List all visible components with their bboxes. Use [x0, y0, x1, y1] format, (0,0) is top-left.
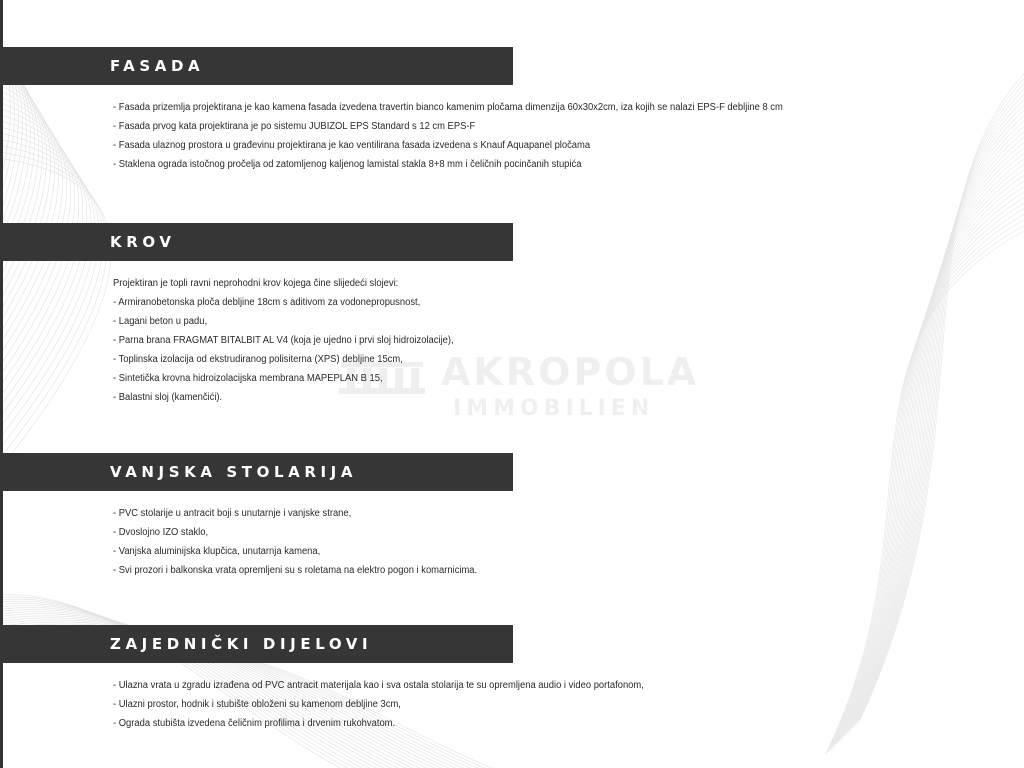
wave-line — [848, 100, 1024, 732]
wave-line — [846, 112, 1024, 734]
list-item: - Fasada prizemlja projektirana je kao kamena fasada izvedena travertin bianco kamenim pločama dimenzija 60x30x2cm, iza kojih se nalazi EPS-F debljine 8 cm — [113, 102, 783, 113]
wave-line — [0, 50, 51, 358]
section-list-fasada — [113, 98, 873, 174]
list-item: - Lagani beton u padu, — [113, 316, 208, 327]
wave-line — [855, 64, 1024, 725]
wave-line — [0, 57, 55, 368]
section-list-krov — [113, 274, 873, 407]
list-item: - Armiranobetonska ploča debljine 18cm s aditivom za vodonepropusnost, — [113, 297, 421, 308]
list-item: - Svi prozori i balkonska vrata opremljeni su s roletama na elektro pogon i komarnicima. — [113, 565, 478, 576]
section-header-vanjska-stolarija — [0, 453, 513, 491]
section-title: ZAJEDNIČKI DIJELOVI — [110, 635, 373, 653]
wave-line — [838, 148, 1024, 742]
wave-line — [853, 76, 1024, 727]
list-item: - Parna brana FRAGMAT BITALBIT AL V4 (koja je ujedno i prvi sloj hidroizolacije), — [113, 335, 454, 346]
wave-line — [859, 46, 1024, 721]
wave-line — [0, 43, 47, 348]
list-item: - Balastni sloj (kamenčići). — [113, 392, 223, 403]
wave-line — [852, 82, 1024, 728]
watermark-name: AKROPOLA — [441, 350, 700, 394]
list-item: - Sintetička krovna hidroizolacijska membrana MAPEPLAN B 15, — [113, 373, 383, 384]
wave-line — [854, 70, 1024, 726]
wave-line — [832, 178, 1024, 748]
wave-line — [0, 99, 79, 427]
wave-line — [831, 184, 1024, 749]
wave-line — [0, 64, 59, 378]
wave-line — [844, 118, 1024, 736]
section-list-vanjska-stolarija — [113, 504, 873, 580]
list-item: Projektiran je topli ravni neprohodni krov kojega čine slijedeći slojevi: — [113, 278, 399, 289]
list-item: - Staklena ograda istočnog pročelja od zatomljenog kaljenog lamistal stakla 8+8 mm i čeličnih pocinčanih stupića — [113, 159, 582, 170]
wave-line — [840, 142, 1024, 740]
wave-line — [843, 124, 1024, 737]
list-item: - Fasada ulaznog prostora u građevinu projektirana je kao ventilirana fasada izvedena s Knauf Aquapanel pločama — [113, 140, 591, 151]
list-item: - Vanjska aluminijska klupčica, unutarnja kamena, — [113, 546, 321, 557]
wave-line — [0, 134, 99, 476]
list-item: - Dvoslojno IZO staklo, — [113, 527, 209, 538]
wave-line — [842, 130, 1024, 738]
wave-line — [837, 154, 1024, 743]
section-list-zajednicki-dijelovi — [113, 676, 873, 733]
section-header-zajednicki-dijelovi — [0, 625, 513, 663]
wave-line — [860, 40, 1024, 720]
wave-line — [856, 58, 1024, 724]
wave-line — [0, 120, 91, 456]
list-item: - Ograda stubišta izvedena čeličnim profilima i drvenim rukohvatom. — [113, 718, 396, 729]
wave-line — [836, 160, 1024, 744]
section-title: KROV — [110, 233, 176, 251]
wave-line — [0, 141, 103, 485]
wave-line — [849, 94, 1024, 731]
wave-line — [0, 113, 87, 446]
watermark-subtitle: IMMOBILIEN — [453, 396, 655, 421]
list-item: - PVC stolarije u antracit boji s unutarnje i vanjske strane, — [113, 508, 352, 519]
wave-line — [0, 106, 83, 436]
wave-line — [835, 166, 1024, 745]
wave-line — [847, 106, 1024, 733]
section-header-krov — [0, 223, 513, 261]
list-item: - Ulazna vrata u zgradu izrađena od PVC antracit materijala kao i sva ostala stolarija te su opremljena audio i video portafonom, — [113, 680, 644, 691]
wave-line — [850, 88, 1024, 730]
wave-line — [841, 136, 1024, 739]
list-item: - Fasada prvog kata projektirana je po sistemu JUBIZOL EPS Standard s 12 cm EPS-F — [113, 121, 476, 132]
list-item: - Ulazni prostor, hodnik i stubište obloženi su kamenom debljine 3cm, — [113, 699, 401, 710]
wave-line — [0, 127, 95, 466]
section-header-fasada — [0, 47, 513, 85]
section-title: FASADA — [110, 57, 205, 75]
wave-line — [858, 52, 1024, 722]
list-item: - Toplinska izolacija od ekstrudiranog polisiterna (XPS) debljine 15cm, — [113, 354, 403, 365]
section-title: VANJSKA STOLARIJA — [110, 463, 358, 481]
wave-line — [0, 148, 107, 495]
wave-line — [834, 172, 1024, 746]
